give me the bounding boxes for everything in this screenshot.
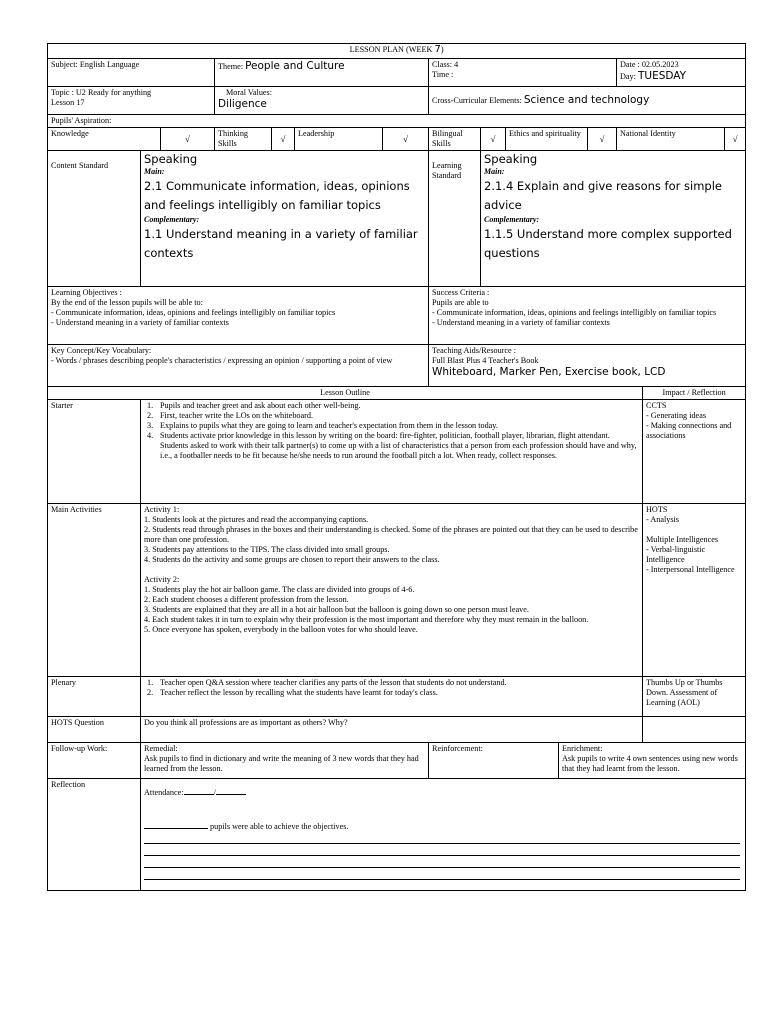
check-icon: √ [732, 134, 738, 144]
content-standard-label: Content Standard [51, 161, 109, 170]
aspiration-leadership-tick [383, 128, 429, 151]
reflection-content [141, 779, 746, 891]
aspiration-label-cell [48, 115, 746, 128]
vocabulary-cell [48, 345, 429, 387]
aspiration-thinking [215, 128, 272, 151]
list-item: 4. Students activate prior knowledge in this lesson by writing on the board: fire-fighter, politician, football player, librarian, flight attendant. Students asked to work with their talk partner(s) to come up with a list of characteristics that a person from each profession should have and why, i.e., a footballer needs to be fit because he/she needs to run around the football pitch a lot. When ready, collect responses. [147, 431, 637, 460]
attendance-slash: / [213, 788, 216, 797]
list-item: 5. Once everyone has spoken, everybody in the balloon votes for who should leave. [144, 625, 418, 634]
subject-cell [48, 59, 215, 87]
impact-header [643, 387, 746, 400]
impact-label: Impact / Reflection [662, 388, 726, 397]
enrichment-label: Enrichment: [562, 744, 603, 753]
main-activities-content [141, 504, 643, 677]
starter-impact [643, 400, 746, 504]
followup-label-cell [48, 743, 141, 779]
list-item: 2. Students read through phrases in the boxes and their understanding is checked. Some of the phrases are pointed out that they can be used to describe more than one profession. [144, 525, 638, 544]
lesson-plan-title: LESSON PLAN (WEEK [349, 45, 435, 54]
learning-objectives-cell [48, 287, 429, 345]
check-icon: √ [403, 134, 408, 144]
list-item: 3. Students pay attentions to the TIPS. The class divided into small groups. [144, 545, 390, 554]
date-day-cell [617, 59, 746, 87]
list-item: 1. Teacher open Q&A session where teacher clarifies any parts of the lesson that students do not understand. [147, 678, 507, 687]
content-main-label: Main: [144, 167, 165, 176]
vocab-text: - Words / phrases describing people's characteristics / expressing an opinion / supporting a point of view [51, 356, 393, 365]
content-main: 2.1 Communicate information, ideas, opinions and feelings intelligibly on familiar topics [144, 179, 410, 212]
achieve-text: pupils were able to achieve the objectives. [210, 822, 349, 831]
aspiration-national-tick [725, 128, 746, 151]
aspiration-name: Bilingual Skills [432, 129, 463, 148]
topic-text: Topic : U2 Ready for anything [51, 88, 152, 97]
aspiration-national [617, 128, 725, 151]
aspiration-thinking-tick-leadership [272, 128, 383, 151]
impact-line: CCTS [646, 401, 667, 410]
plenary-content [141, 677, 643, 717]
list-item: 4. Students do the activity and some groups are chosen to report their answers to the class. [144, 555, 440, 564]
reflection-write-line[interactable] [144, 868, 740, 880]
success-criteria-cell [429, 287, 746, 345]
content-standard-label-cell [48, 151, 141, 287]
hots-label: HOTS Question [51, 718, 104, 727]
vocab-label: Key Concept/Key Vocabulary: [51, 346, 152, 355]
title-cell [48, 44, 746, 59]
date-text: Date : 02.05.2023 [620, 60, 679, 69]
enrichment-cell [559, 743, 746, 779]
remedial-label: Remedial: [144, 744, 178, 753]
learning-comp-label: Complementary: [484, 215, 540, 224]
attendance-present-field[interactable] [184, 786, 214, 795]
topic-cell [48, 87, 215, 115]
objective-item: - Communicate information, ideas, opinions and feelings intelligibly on familiar topics [51, 308, 336, 317]
class-text: Class: 4 [432, 60, 459, 69]
aspiration-bilingual [429, 128, 481, 151]
class-time-cell [429, 59, 617, 87]
starter-content [141, 400, 643, 504]
learning-main: 2.1.4 Explain and give reasons for simple advice [484, 179, 722, 212]
objectives-label: Learning Objectives : [51, 288, 122, 297]
check-icon: √ [599, 134, 605, 144]
impact-line: - Making connections and associations [646, 421, 732, 440]
objective-item: - Understand meaning in a variety of familiar contexts [51, 318, 229, 327]
aspiration-ethics [506, 128, 588, 151]
moral-value: Diligence [218, 98, 267, 110]
learning-skill: Speaking [484, 152, 538, 166]
lesson-number: Lesson 17 [51, 98, 85, 107]
remedial-text: Ask pupils to find in dictionary and write the meaning of 3 new words that they had learned from the lesson. [144, 754, 419, 773]
activity-1-title: Activity 1: [144, 505, 180, 514]
followup-label: Follow-up Work: [51, 744, 108, 753]
aspiration-name: Knowledge [51, 129, 89, 138]
lesson-outline-header [48, 387, 643, 400]
check-icon: √ [185, 134, 190, 144]
list-item: 2. First, teacher write the LOs on the whiteboard. [147, 411, 314, 420]
starter-label: Starter [51, 401, 73, 410]
cross-curricular-cell [429, 87, 746, 115]
title-close: ) [440, 45, 444, 54]
content-comp: 1.1 Understand meaning in a variety of familiar contexts [144, 227, 418, 260]
learning-main-label: Main: [484, 167, 505, 176]
cross-label: Cross-Curricular Elements: [432, 96, 522, 105]
plenary-impact-text: Thumbs Up or Thumbs Down. Assessment of Learning (AOL) [646, 678, 723, 707]
aspiration-name: Thinking Skills [218, 129, 249, 148]
check-icon: √ [272, 128, 295, 150]
impact-line: Multiple Intelligences [646, 535, 719, 544]
impact-line: - Verbal-linguistic Intelligence [646, 545, 706, 564]
learning-standard-cell [481, 151, 746, 287]
theme-label: Theme: [218, 62, 244, 71]
time-text: Time : [432, 70, 454, 79]
outline-label: Lesson Outline [320, 388, 370, 397]
learning-comp: 1.1.5 Understand more complex supported questions [484, 227, 732, 260]
plenary-label-cell [48, 677, 141, 717]
aspiration-ethics-tick [588, 128, 617, 151]
aspiration-bilingual-tick [481, 128, 506, 151]
impact-line: - Analysis [646, 515, 679, 524]
check-icon: √ [490, 134, 496, 144]
day-value: TUESDAY [637, 70, 687, 82]
theme-value: People and Culture [245, 60, 345, 72]
aids-label: Teaching Aids/Resource : [432, 346, 517, 355]
lesson-plan-table [47, 43, 746, 891]
aspiration-leadership: Leadership [298, 129, 335, 138]
hots-label-cell [48, 717, 141, 743]
content-skill: Speaking [144, 152, 198, 166]
success-intro: Pupils are able to [432, 298, 489, 307]
reflection-write-line[interactable] [144, 832, 740, 844]
main-impact [643, 504, 746, 677]
enrichment-text: Ask pupils to write 4 own sentences using new words that they had learnt from the lesson. [562, 754, 738, 773]
learning-standard-label: Learning Standard [432, 161, 462, 180]
content-comp-label: Complementary: [144, 215, 200, 224]
impact-line: - Interpersonal Intelligence [646, 565, 735, 574]
aspiration-label: Pupils' Aspiration: [51, 116, 112, 125]
main-label: Main Activities [51, 505, 102, 514]
aspiration-knowledge [48, 128, 161, 151]
plenary-impact [643, 677, 746, 717]
reflection-label-cell [48, 779, 141, 891]
plenary-label: Plenary [51, 678, 77, 687]
theme-cell [215, 59, 429, 87]
success-label: Success Criteria : [432, 288, 490, 297]
moral-cell [215, 87, 429, 115]
list-item: 3. Students are explained that they are all in a hot air balloon but the balloon is going down so one person must leave. [144, 605, 529, 614]
attendance-label: Attendance: [144, 788, 184, 797]
subject-text: Subject: English Language [51, 60, 140, 69]
cross-value: Science and technology [523, 94, 650, 106]
aspiration-knowledge-tick [161, 128, 215, 151]
reinforcement-cell [429, 743, 559, 779]
aspiration-name: National Identity [620, 129, 676, 138]
aspiration-name: Ethics and spirituality [509, 129, 581, 138]
week-number: 7 [434, 44, 441, 55]
impact-line: - Generating ideas [646, 411, 707, 420]
aids-book: Full Blast Plus 4 Teacher's Book [432, 356, 539, 365]
hots-question: Do you think all professions are as important as others? Why? [144, 718, 348, 727]
impact-line: HOTS [646, 505, 668, 514]
list-item: 1. Students play the hot air balloon game. The class are divided into groups of 4-6. [144, 585, 415, 594]
list-item: 1. Students look at the pictures and read the accompanying captions. [144, 515, 369, 524]
list-item: 3. Explains to pupils what they are going to learn and teacher's expectation from them in the lesson today. [147, 421, 498, 430]
achieve-line [144, 820, 742, 832]
hots-impact [643, 717, 746, 743]
achieve-count-field[interactable] [144, 820, 208, 829]
list-item: 2. Each student chooses a different profession from the lesson. [144, 595, 349, 604]
attendance-total-field[interactable] [213, 786, 246, 797]
hots-question-cell [141, 717, 643, 743]
list-item: 4. Each student takes it in turn to explain why their profession is the most important and therefore why they must remain in the balloon. [144, 615, 589, 624]
reinforcement-label: Reinforcement: [432, 744, 483, 753]
success-item: - Communicate information, ideas, opinions and feelings intelligibly on familiar topics [432, 308, 717, 317]
reflection-write-line[interactable] [144, 856, 740, 868]
activity-2-title: Activity 2: [144, 575, 180, 584]
aids-items: Whiteboard, Marker Pen, Exercise book, LCD [432, 366, 666, 378]
learning-standard-label-cell [429, 151, 481, 287]
attendance-line [144, 786, 742, 798]
lesson-plan-page [47, 43, 738, 891]
main-activities-label-cell [48, 504, 141, 677]
teaching-aids-cell [429, 345, 746, 387]
reflection-label: Reflection [51, 780, 86, 789]
success-item: - Understand meaning in a variety of familiar contexts [432, 318, 610, 327]
objectives-intro: By the end of the lesson pupils will be able to: [51, 298, 203, 307]
day-label: Day: [620, 72, 636, 81]
starter-label-cell [48, 400, 141, 504]
moral-label: Moral Values: [226, 88, 273, 97]
reflection-write-line[interactable] [144, 844, 740, 856]
remedial-cell [141, 743, 429, 779]
list-item: 1. Pupils and teacher greet and ask about each other well-being. [147, 401, 361, 410]
list-item: 2. Teacher reflect the lesson by recalling what the students have learnt for today's class. [147, 688, 438, 697]
content-standard-cell [141, 151, 429, 287]
